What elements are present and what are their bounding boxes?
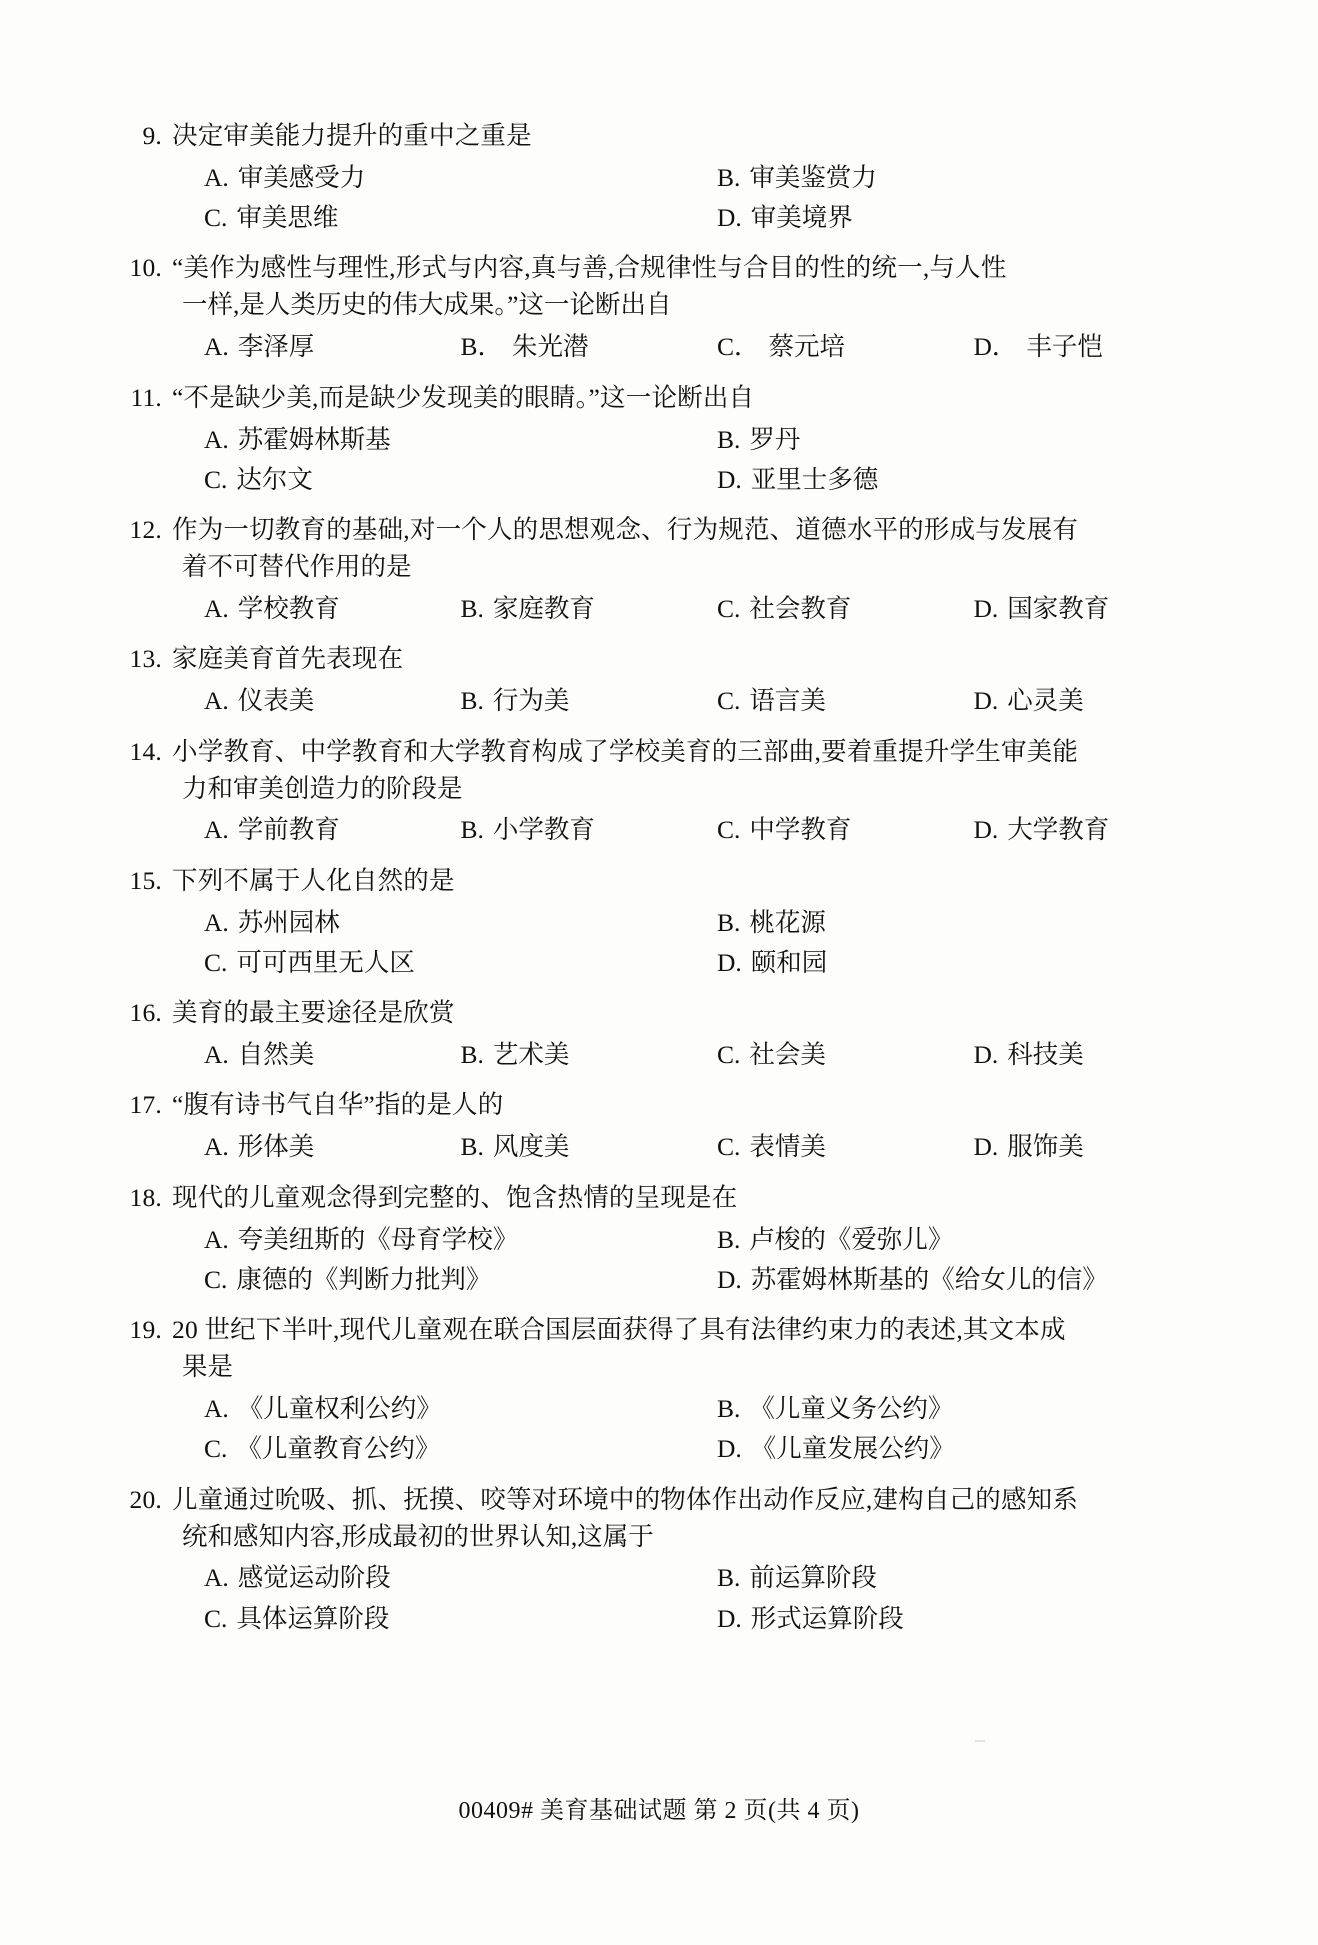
question-stem: 小学教育、中学教育和大学教育构成了学校美育的三部曲,要着重提升学生审美能 <box>172 736 1079 766</box>
question-stem-line <box>118 1312 1208 1349</box>
question-number: 17. <box>129 1090 162 1120</box>
option-choice[interactable] <box>952 590 1209 628</box>
question-item <box>118 734 1208 850</box>
question-item <box>118 1180 1208 1299</box>
question-item <box>118 1312 1208 1468</box>
option-choice[interactable] <box>695 944 1208 982</box>
question-number: 10. <box>129 253 162 283</box>
option-label: A. <box>204 907 229 937</box>
option-label: A. <box>204 424 229 454</box>
option-text: 审美境界 <box>750 203 853 233</box>
question-number: 16. <box>129 998 162 1028</box>
option-text: 行为美 <box>492 686 570 716</box>
option-text: 学校教育 <box>237 594 340 624</box>
option-text: 形式运算阶段 <box>750 1603 904 1633</box>
option-choice[interactable] <box>439 1036 696 1074</box>
option-choice[interactable] <box>182 328 439 366</box>
option-text: 《儿童教育公约》 <box>236 1434 441 1464</box>
option-text: 审美鉴赏力 <box>749 162 877 192</box>
question-stem-line <box>118 995 1208 1032</box>
option-label: B. <box>460 1132 484 1162</box>
option-text: 《儿童权利公约》 <box>237 1394 442 1424</box>
question-number: 11. <box>130 382 162 412</box>
question-number: 13. <box>129 644 162 674</box>
question-number: 12. <box>129 515 162 545</box>
option-label: C. <box>717 815 741 845</box>
option-text: 桃花源 <box>749 907 826 937</box>
option-choice[interactable] <box>695 904 1208 942</box>
option-group <box>182 159 1208 238</box>
option-text: 学前教育 <box>237 815 340 845</box>
question-stem: “腹有诗书气自华”指的是人的 <box>172 1090 504 1120</box>
option-label: B. <box>460 815 484 845</box>
option-choice[interactable] <box>182 1128 439 1166</box>
option-choice[interactable] <box>695 1430 1208 1468</box>
option-label: C. <box>717 1040 741 1070</box>
option-text: 语言美 <box>749 686 826 716</box>
option-group <box>182 1128 1208 1166</box>
option-group <box>182 590 1208 628</box>
question-stem: 决定审美能力提升的重中之重是 <box>172 121 532 150</box>
option-choice[interactable] <box>695 1221 1208 1259</box>
option-choice[interactable] <box>695 1036 952 1074</box>
question-stem: 现代的儿童观念得到完整的、饱含热情的呈现是在 <box>172 1182 738 1212</box>
option-text: 苏州园林 <box>237 907 340 937</box>
option-group <box>182 328 1208 366</box>
option-row <box>182 1430 1208 1468</box>
option-label: A. <box>204 1132 229 1162</box>
option-label: A. <box>204 1040 229 1070</box>
option-label: D． <box>973 332 1018 362</box>
option-choice[interactable] <box>952 811 1209 849</box>
question-stem-line <box>118 380 1208 417</box>
option-row <box>182 421 1208 459</box>
option-choice[interactable] <box>182 944 695 982</box>
option-label: A. <box>204 162 229 192</box>
option-group <box>182 1221 1208 1300</box>
option-text: 心灵美 <box>1007 686 1084 716</box>
option-text: 形体美 <box>237 1132 315 1162</box>
option-label: C. <box>204 203 228 233</box>
question-item <box>118 863 1208 982</box>
option-choice[interactable] <box>695 1128 952 1166</box>
question-stem: 儿童通过吮吸、抓、抚摸、咬等对环境中的物体作出动作反应,建构自己的感知系 <box>172 1484 1079 1514</box>
option-choice[interactable] <box>695 1600 1208 1638</box>
option-text: 罗丹 <box>749 424 801 454</box>
option-group <box>182 1390 1208 1469</box>
option-choice[interactable] <box>182 811 439 849</box>
option-label: D. <box>717 1434 742 1464</box>
question-stem: “美作为感性与理性,形式与内容,真与善,合规律性与合目的性的统一,与人性 <box>172 253 1007 283</box>
option-label: C. <box>204 1264 228 1294</box>
option-text: 审美思维 <box>236 203 339 233</box>
option-text: 家庭教育 <box>492 594 595 624</box>
option-group <box>182 682 1208 720</box>
option-text: 苏霍姆林斯基的《给女儿的信》 <box>750 1264 1108 1294</box>
question-stem: 家庭美育首先表现在 <box>172 644 404 674</box>
option-choice[interactable] <box>182 461 695 499</box>
option-label: A. <box>204 1394 229 1424</box>
option-label: C. <box>204 464 228 494</box>
option-choice[interactable] <box>182 1261 695 1299</box>
option-choice[interactable] <box>182 199 695 237</box>
option-text: 风度美 <box>492 1132 570 1162</box>
option-choice[interactable] <box>182 1430 695 1468</box>
option-row <box>182 159 1208 197</box>
question-stem-line <box>118 118 1208 155</box>
option-row <box>182 811 1208 849</box>
option-row <box>182 904 1208 942</box>
option-group <box>182 1036 1208 1074</box>
option-label: D. <box>717 1603 742 1633</box>
option-choice[interactable] <box>952 1036 1209 1074</box>
question-number: 14. <box>129 736 162 766</box>
option-choice[interactable] <box>439 811 696 849</box>
question-number: 20. <box>129 1484 162 1514</box>
option-text: 颐和园 <box>750 947 828 977</box>
option-row <box>182 1390 1208 1428</box>
option-choice[interactable] <box>182 1600 695 1638</box>
option-choice[interactable] <box>182 682 439 720</box>
question-item <box>118 995 1208 1074</box>
option-choice[interactable] <box>695 461 1208 499</box>
option-row <box>182 1221 1208 1259</box>
option-group <box>182 421 1208 500</box>
question-number: 15. <box>129 865 162 895</box>
option-text: 审美感受力 <box>237 162 366 192</box>
option-group <box>182 904 1208 983</box>
option-label: D. <box>717 947 742 977</box>
option-label: A. <box>204 332 229 362</box>
option-label: B. <box>717 424 741 454</box>
option-text: 自然美 <box>237 1040 315 1070</box>
option-text: 服饰美 <box>1007 1132 1084 1162</box>
question-list <box>118 118 1208 1651</box>
question-stem-line <box>118 1482 1208 1519</box>
option-row <box>182 1261 1208 1299</box>
question-item <box>118 1087 1208 1166</box>
option-choice[interactable] <box>695 421 1208 459</box>
question-stem-continuation: 着不可替代作用的是 <box>182 552 412 582</box>
option-label: C． <box>717 332 760 362</box>
question-item <box>118 380 1208 499</box>
option-choice[interactable] <box>952 1128 1209 1166</box>
question-stem-line <box>118 1180 1208 1217</box>
option-text: 夸美纽斯的《母育学校》 <box>237 1224 519 1254</box>
question-stem-continuation: 一样,是人类历史的伟大成果。”这一论断出自 <box>182 290 672 320</box>
option-text: 康德的《判断力批判》 <box>236 1264 492 1294</box>
option-row <box>182 461 1208 499</box>
option-label: A. <box>204 1563 229 1593</box>
option-choice[interactable] <box>182 904 695 942</box>
option-text: 可可西里无人区 <box>236 947 415 977</box>
question-stem-continuation: 力和审美创造力的阶段是 <box>182 773 463 803</box>
question-stem: 美育的最主要途径是欣赏 <box>172 998 455 1028</box>
option-row <box>182 1036 1208 1074</box>
option-row <box>182 328 1208 366</box>
option-choice[interactable] <box>952 682 1209 720</box>
option-choice[interactable] <box>182 1221 695 1259</box>
option-choice[interactable] <box>439 590 696 628</box>
question-stem: 20 世纪下半叶,现代儿童观在联合国层面获得了具有法律约束力的表述,其文本成 <box>172 1315 1066 1345</box>
option-label: B. <box>717 907 741 937</box>
question-stem: 下列不属于人化自然的是 <box>172 865 455 895</box>
option-choice[interactable] <box>695 328 952 366</box>
option-choice[interactable] <box>695 811 952 849</box>
question-stem-line <box>118 512 1208 549</box>
option-label: B． <box>460 332 504 362</box>
option-text: 社会美 <box>749 1040 826 1070</box>
question-item <box>118 118 1208 237</box>
option-text: 丰子恺 <box>1026 332 1103 362</box>
option-choice[interactable] <box>695 682 952 720</box>
option-text: 社会教育 <box>749 594 852 624</box>
option-choice[interactable] <box>695 1559 1208 1597</box>
option-text: 前运算阶段 <box>749 1563 877 1593</box>
question-stem-line <box>118 863 1208 900</box>
question-item <box>118 1482 1208 1638</box>
option-choice[interactable] <box>439 1128 696 1166</box>
option-label: C. <box>204 1434 228 1464</box>
option-choice[interactable] <box>439 682 696 720</box>
scan-artifact <box>975 1740 985 1742</box>
question-stem: 作为一切教育的基础,对一个人的思想观念、行为规范、道德水平的形成与发展有 <box>172 515 1079 545</box>
option-label: D. <box>717 203 742 233</box>
option-label: B. <box>460 594 484 624</box>
option-label: D. <box>973 594 999 624</box>
option-label: B. <box>460 1040 484 1070</box>
option-choice[interactable] <box>182 1036 439 1074</box>
option-row <box>182 682 1208 720</box>
question-stem-line <box>118 641 1208 678</box>
option-text: 《儿童发展公约》 <box>750 1434 955 1464</box>
option-choice[interactable] <box>182 590 439 628</box>
question-item <box>118 512 1208 628</box>
question-stem-continuation: 统和感知内容,形成最初的世界认知,这属于 <box>182 1521 654 1551</box>
option-label: C. <box>717 1132 741 1162</box>
question-number: 18. <box>129 1182 162 1212</box>
option-choice[interactable] <box>182 421 695 459</box>
option-label: B. <box>717 162 741 192</box>
option-text: 大学教育 <box>1007 815 1110 845</box>
option-choice[interactable] <box>439 328 696 366</box>
option-choice[interactable] <box>695 1390 1208 1428</box>
option-row <box>182 1559 1208 1597</box>
option-choice[interactable] <box>182 1559 695 1597</box>
option-label: D. <box>973 1040 999 1070</box>
option-text: 中学教育 <box>749 815 852 845</box>
option-text: 仪表美 <box>237 686 315 716</box>
question-stem-line <box>118 1087 1208 1124</box>
option-label: C. <box>717 686 741 716</box>
option-choice[interactable] <box>695 590 952 628</box>
option-text: 卢梭的《爱弥儿》 <box>749 1224 954 1254</box>
option-label: B. <box>717 1224 741 1254</box>
option-label: B. <box>460 686 484 716</box>
option-text: 感觉运动阶段 <box>237 1563 391 1593</box>
option-label: A. <box>204 594 229 624</box>
question-stem-line <box>118 734 1208 771</box>
option-choice[interactable] <box>182 159 695 197</box>
question-stem: “不是缺少美,而是缺少发现美的眼睛。”这一论断出自 <box>172 382 755 412</box>
option-choice[interactable] <box>695 159 1208 197</box>
option-label: D. <box>973 686 999 716</box>
option-label: D. <box>973 815 999 845</box>
option-group <box>182 1559 1208 1638</box>
option-choice[interactable] <box>695 199 1208 237</box>
option-label: D. <box>717 1264 742 1294</box>
option-row <box>182 1600 1208 1638</box>
option-text: 具体运算阶段 <box>236 1603 390 1633</box>
option-text: 亚里士多德 <box>750 464 879 494</box>
option-label: C. <box>717 594 741 624</box>
option-label: A. <box>204 1224 229 1254</box>
option-label: C. <box>204 1603 228 1633</box>
option-label: D. <box>717 464 742 494</box>
option-text: 小学教育 <box>492 815 595 845</box>
option-choice[interactable] <box>695 1261 1208 1299</box>
option-row <box>182 199 1208 237</box>
option-text: 李泽厚 <box>237 332 315 362</box>
option-text: 苏霍姆林斯基 <box>237 424 391 454</box>
option-choice[interactable] <box>182 1390 695 1428</box>
option-text: 《儿童义务公约》 <box>749 1394 954 1424</box>
option-label: C. <box>204 947 228 977</box>
option-label: B. <box>717 1394 741 1424</box>
option-label: A. <box>204 815 229 845</box>
question-number: 9. <box>142 121 162 150</box>
option-label: A. <box>204 686 229 716</box>
option-row <box>182 590 1208 628</box>
option-text: 达尔文 <box>236 464 313 494</box>
option-text: 朱光潜 <box>512 332 589 362</box>
option-text: 国家教育 <box>1007 594 1110 624</box>
option-choice[interactable] <box>952 328 1209 366</box>
option-text: 艺术美 <box>492 1040 570 1070</box>
option-row <box>182 1128 1208 1166</box>
option-group <box>182 811 1208 849</box>
option-text: 蔡元培 <box>768 332 846 362</box>
option-row <box>182 944 1208 982</box>
question-stem-line <box>118 250 1208 287</box>
option-text: 科技美 <box>1007 1040 1084 1070</box>
question-item <box>118 641 1208 720</box>
question-number: 19. <box>129 1315 162 1345</box>
question-stem-continuation: 果是 <box>182 1352 234 1382</box>
page-footer: 00409# 美育基础试题 第 2 页(共 4 页) <box>458 1798 860 1824</box>
option-label: B. <box>717 1563 741 1593</box>
option-label: D. <box>973 1132 999 1162</box>
question-item <box>118 250 1208 366</box>
option-text: 表情美 <box>749 1132 826 1162</box>
